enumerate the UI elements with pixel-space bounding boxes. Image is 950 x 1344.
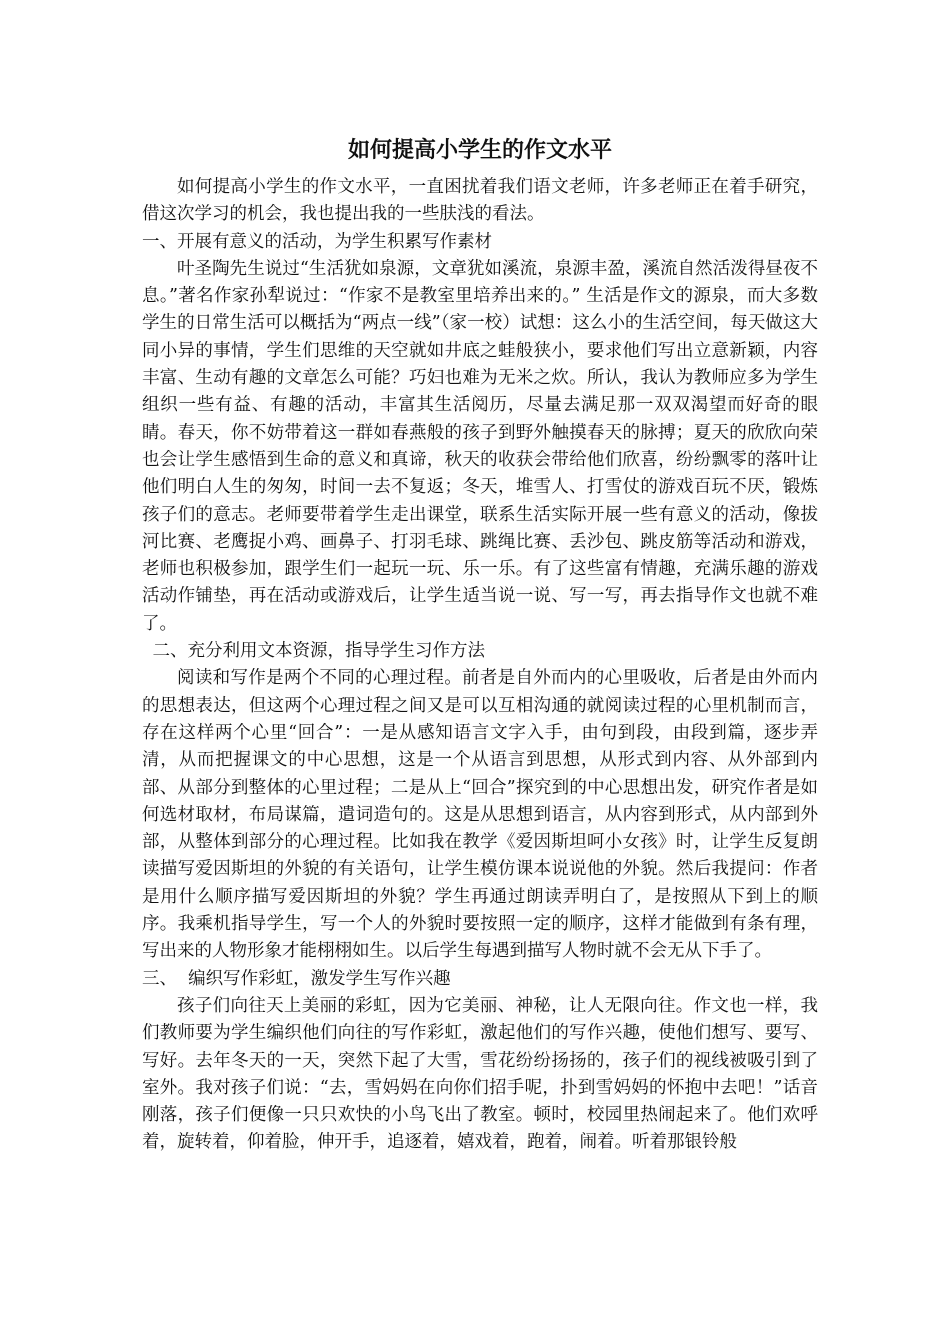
document-page [142,130,818,1157]
section-body-2: 阅读和写作是两个不同的心理过程。前者是自外而内的心里吸收，后者是由外而内的思想表达，但这两个心理过程之间又是可以互相沟通的就阅读过程的心里机制而言，存在这样两个心里“回合”：一是从感知语言文字入手，由句到段，由段到篇，逐步弄清，从而把握课文的中心思想，这是一个从语言到思想，从形式到内容、从外部到内部、从部分到整体的心里过程；二是从上“回合”探究到的中心思想出发，研究作者是如何选材取材，布局谋篇，遣词造句的。这是从思想到语言，从内容到形式，从内部到外部，从整体到部分的心理过程。比如我在教学《爱因斯坦呵小女孩》时，让学生反复朗读描写爱因斯坦的外貌的有关语句，让学生模仿课本说说他的外貌。然后我提问：作者是用什么顺序描写爱因斯坦的外貌？学生再通过朗读弄明白了，是按照从下到上的顺序。我乘机指导学生，写一个人的外貌时要按照一定的顺序，这样才能做到有条有理，写出来的人物形象才能栩栩如生。以后学生每遇到描写人物时就不会无从下手了。 [142,668,818,962]
section-heading-1: 一、开展有意义的活动，为学生积累写作素材 [142,231,492,252]
section-heading-3: 三、 编织写作彩虹，激发学生写作兴趣 [142,968,451,989]
document-title: 如何提高小学生的作文水平 [347,137,612,163]
intro-paragraph: 如何提高小学生的作文水平，一直困扰着我们语文老师，许多老师正在着手研究，借这次学习的机会，我也提出我的一些肤浅的看法。 [142,177,818,225]
section-body-1: 叶圣陶先生说过“生活犹如泉源，文章犹如溪流，泉源丰盈，溪流自然活泼得昼夜不息。”著名作家孙犁说过：“作家不是教室里培养出来的。” 生活是作文的源泉，而大多数学生的日常生活可以概括为“两点一线”（家一校）试想：这么小的生活空间，每天做这大同小异的事情，学生们思维的天空就如井底之蛙般狭小，要求他们写出立意新颖，内容丰富、生动有趣的文章怎么可能？巧妇也难为无米之炊。所认，我认为教师应多为学生组织一些有益、有趣的活动，丰富其生活阅历，尽量去满足那一双双渴望而好奇的眼睛。春天，你不妨带着这一群如春燕般的孩子到野外触摸春天的脉搏；夏天的欣欣向荣也会让学生感悟到生命的意义和真谛，秋天的收获会带给他们欣喜，纷纷飘零的落叶让他们明白人生的匆匆，时间一去不复返；冬天，堆雪人、打雪仗的游戏百玩不厌，锻炼孩子们的意志。老师要带着学生走出课堂，联系生活实际开展一些有意义的活动，像拔河比赛、老鹰捉小鸡、画鼻子、打羽毛球、跳绳比赛、丢沙包、跳皮筋等活动和游戏，老师也积极参加，跟学生们一起玩一玩、乐一乐。有了这些富有情趣，充满乐趣的游戏活动作铺垫，再在活动或游戏后，让学生适当说一说、写一写，再去指导作文也就不难了。 [142,258,818,634]
section-heading-2: 二、充分利用文本资源，指导学生习作方法 [152,641,485,662]
section-body-3: 孩子们向往天上美丽的彩虹，因为它美丽、神秘，让人无限向往。作文也一样，我们教师要为学生编织他们向往的写作彩虹，激起他们的写作兴趣，使他们想写、要写、写好。去年冬天的一天，突然下起了大雪，雪花纷纷扬扬的，孩子们的视线被吸引到了室外。我对孩子们说：“去，雪妈妈在向你们招手呢，扑到雪妈妈的怀抱中去吧！”话音刚落，孩子们便像一只只欢快的小鸟飞出了教室。顿时，校园里热闹起来了。他们欢呼着，旋转着，仰着脸，伸开手，追逐着，嬉戏着，跑着，闹着。听着那银铃般 [142,995,818,1153]
